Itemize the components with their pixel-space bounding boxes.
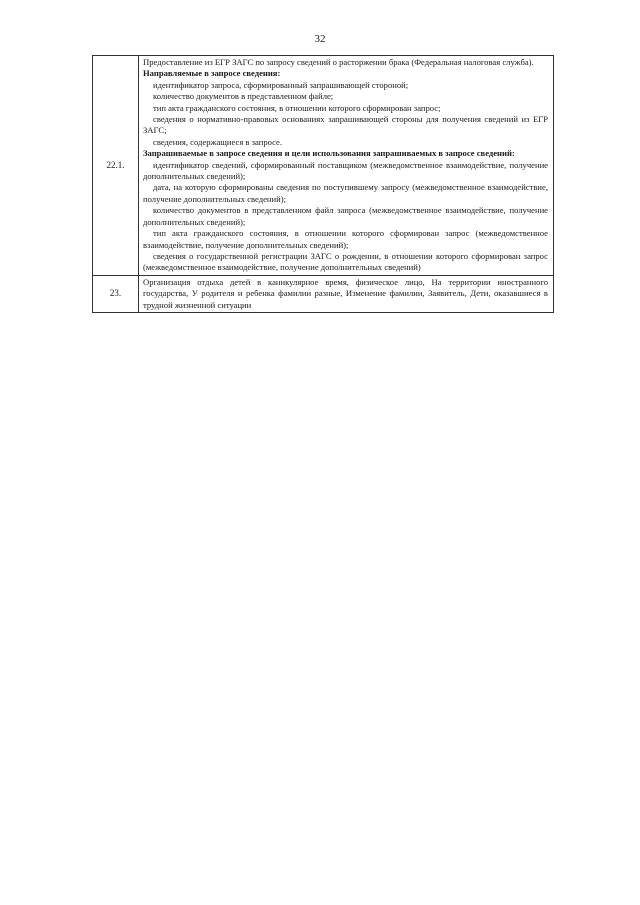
list-item: сведения, содержащиеся в запросе.: [153, 136, 283, 147]
list-item: количество документов в представленном файле;: [153, 91, 334, 102]
list-item: идентификатор сведений, сформированный поставщиком (межведомственное взаимодействие, получение дополнительных сведений);: [143, 159, 548, 182]
list-item: тип акта гражданского состояния, в отношении которого сформирован запрос;: [153, 102, 441, 113]
row-number: 23.: [93, 275, 139, 312]
list-item: сведения о нормативно-правовых основаниях запрашивающей стороны для получения сведений из ЕГР ЗАГС;: [143, 114, 548, 136]
service-description: Предоставление из ЕГР ЗАГС по запросу сведений о расторжении брака (Федеральная налоговая служба).: [143, 57, 534, 67]
table-row: [93, 56, 554, 276]
requested-info-heading: Запрашиваемые в запросе сведения и цели использования запрашиваемых в запросе сведений:: [143, 148, 515, 159]
row-content: [139, 56, 554, 276]
page-number: 32: [314, 33, 326, 45]
list-item: дата, на которую сформированы сведения по поступившему запросу (межведомственное взаимодействие, получение дополнительных сведений);: [143, 182, 548, 204]
row-number: 22.1.: [93, 56, 139, 276]
table-row: [93, 275, 554, 312]
service-description: Организация отдыха детей в каникулярное время, физическое лицо, На территории иностранного государства, У родителя и ребенка фамилии разные, Изменение фамилии, Заявитель, Дети, оказавшиеся в трудной жизненной ситуации: [143, 276, 548, 310]
sent-info-heading: Направляемые в запросе сведения:: [143, 68, 281, 79]
list-item: сведения о государственной регистрации ЗАГС о рождении, в отношении которого сформирован запрос (межведомственное взаимодействие, получение дополнительных сведений): [143, 250, 548, 273]
list-item: количество документов в представленном файл запроса (межведомственное взаимодействие, получение дополнительных сведений);: [143, 205, 548, 227]
list-item: идентификатор запроса, сформированный запрашивающей стороной;: [153, 79, 409, 90]
list-item: тип акта гражданского состояния, в отношении которого сформирован запрос (межведомственное взаимодействие, получение дополнительных сведений);: [143, 228, 548, 250]
row-content: [139, 275, 554, 312]
services-table: [92, 55, 554, 313]
